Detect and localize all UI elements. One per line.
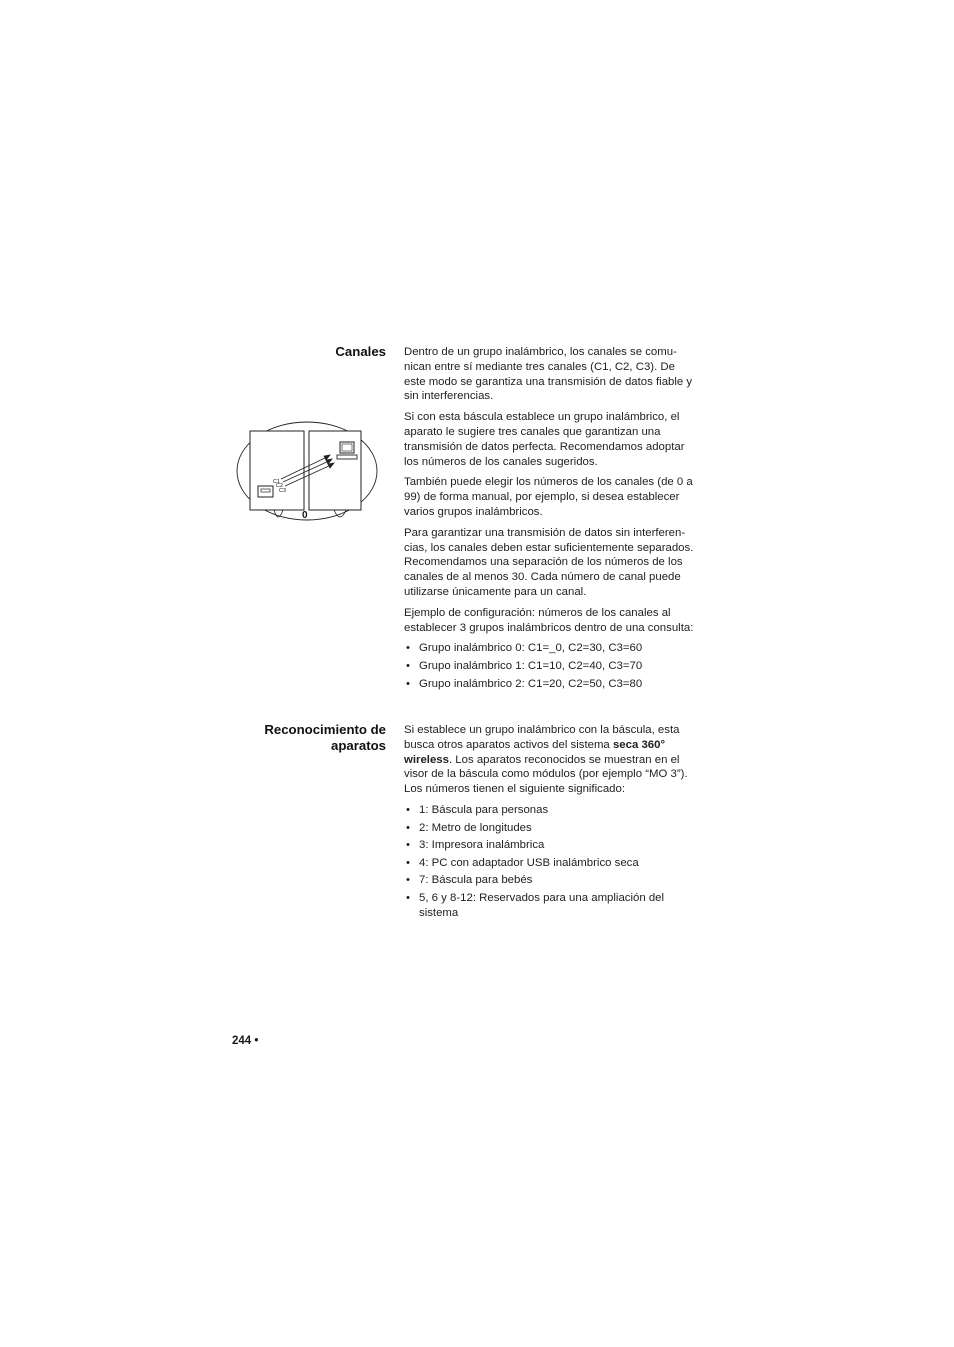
wireless-group-label: 0 (302, 510, 308, 521)
list-item: • 2: Metro de longitudes (404, 821, 696, 836)
list-item: • Grupo inalámbrico 0: C1=_0, C2=30, C3=60 (404, 641, 696, 656)
channel-example-list (404, 641, 696, 691)
list-item: • 3: Impresora inalámbrica (404, 838, 696, 853)
page-number: 244 • (232, 1035, 259, 1047)
section-heading-canales: Canales (335, 344, 386, 359)
wireless-rooms-diagram (236, 420, 382, 532)
scale-device-icon (258, 486, 273, 497)
heading-line: aparatos (331, 738, 386, 753)
channel-label-c2: C2 (276, 483, 284, 489)
intro-text-continued: . Los aparatos reconocidos se muestran en el visor de la báscula como módulos (por ejemplo “MO 3”). Los números tienen el siguiente significado: (404, 753, 688, 796)
computer-icon (337, 442, 357, 459)
intro-text: Si establece un grupo inalámbrico con la báscula, esta busca otros aparatos activos del sistema (404, 724, 680, 751)
paragraph: Ejemplo de configuración: números de los canales al establecer 3 grupos inalámbricos dentro de una consulta: (404, 606, 694, 634)
module-number-list (404, 803, 696, 921)
canales-body (404, 345, 696, 694)
channel-label-c3: C3 (279, 488, 287, 494)
heading-line: Reconocimiento de (264, 722, 386, 737)
left-room (250, 431, 304, 510)
list-item: • 5, 6 y 8-12: Reservados para una ampliación del sistema (404, 891, 696, 921)
section-heading-reconocimiento (230, 722, 386, 754)
product-name: seca 360° wireless (404, 738, 666, 766)
list-item: • 4: PC con adaptador USB inalámbrico seca (404, 856, 696, 871)
channel-label-c1: C1 (273, 479, 281, 485)
paragraph: Para garantizar una transmisión de datos sin interferencias, los canales deben estar suficientemente separados. Recomendamos una separación de los números de los canales de al menos 30. Cada número de canal puede utilizarse únicamente para un canal. (404, 526, 694, 598)
reconocimiento-body (404, 723, 696, 923)
paragraph: También puede elegir los números de los canales (de 0 a 99) de forma manual, por ejemplo, si desea establecer varios grupos inalámbricos. (404, 476, 693, 518)
list-item: • Grupo inalámbrico 2: C1=20, C2=50, C3=80 (404, 677, 696, 692)
paragraph (404, 723, 696, 797)
list-item: • Grupo inalámbrico 1: C1=10, C2=40, C3=70 (404, 659, 696, 674)
list-item: • 7: Báscula para bebés (404, 873, 696, 888)
paragraph: Si con esta báscula establece un grupo inalámbrico, el aparato le sugiere tres canales que garantizan una transmisión de datos perfecta. Recomendamos adoptar los números de los canales sugeridos. (404, 411, 685, 468)
paragraph: Dentro de un grupo inalámbrico, los canales se comunican entre sí mediante tres canales (C1, C2, C3). De este modo se garantiza una transmisión de datos fiable y sin interferencias. (404, 346, 693, 403)
list-item: • 1: Báscula para personas (404, 803, 696, 818)
